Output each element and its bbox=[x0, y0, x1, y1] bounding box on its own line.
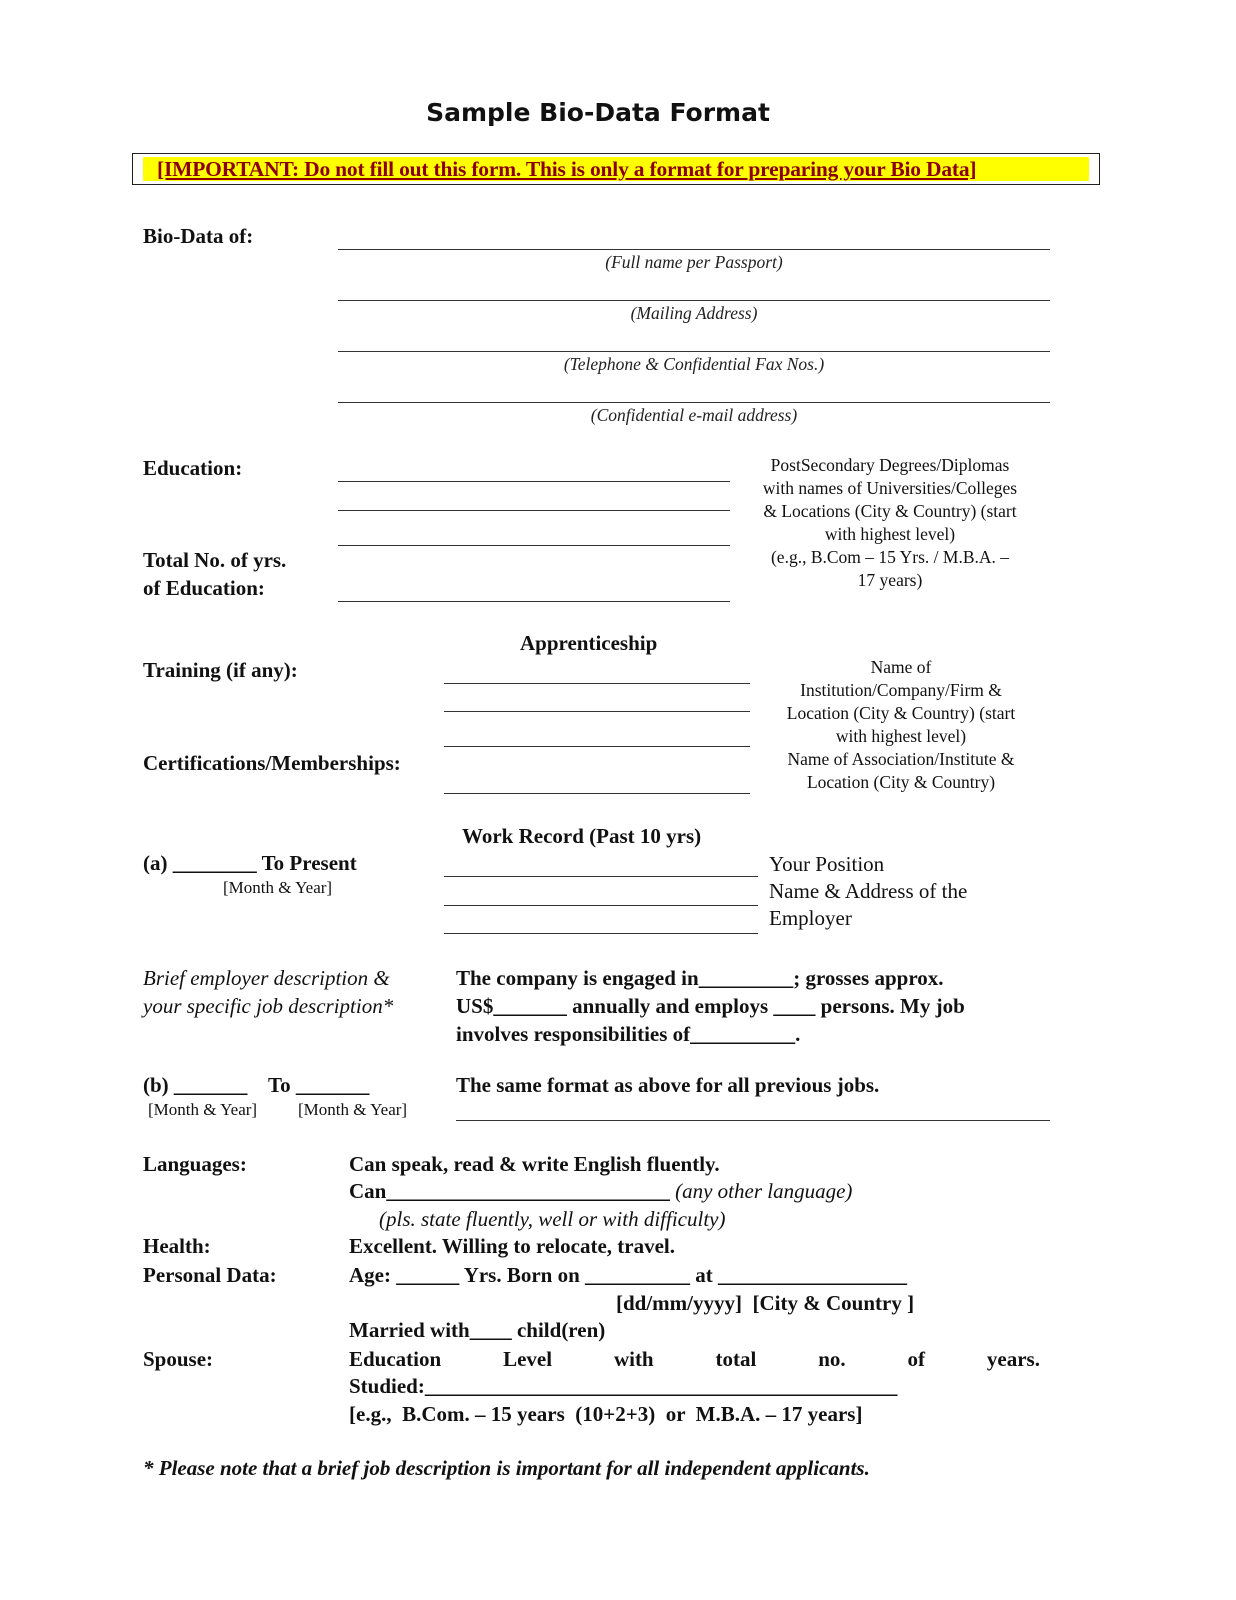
training-line-1 bbox=[444, 683, 750, 684]
note-line: Name of Association/Institute & bbox=[787, 749, 1015, 769]
note-line: with highest level) bbox=[835, 726, 967, 746]
banner-highlight bbox=[143, 157, 1089, 181]
employer-line-1 bbox=[444, 905, 758, 906]
note-line: Location (City & Country) bbox=[806, 772, 996, 792]
health-label: Health: bbox=[143, 1234, 211, 1258]
label-line: your specific job description* bbox=[143, 994, 394, 1018]
languages-line-3: (pls. state fluently, well or with difficulty) bbox=[379, 1207, 726, 1231]
banner-text: [IMPORTANT: Do not fill out this form. This is only a format for preparing your Bio Data] bbox=[157, 157, 977, 181]
personal-data-label: Personal Data: bbox=[143, 1263, 277, 1287]
personal-line-1: Age: ______ Yrs. Born on __________ at __________________ bbox=[349, 1263, 908, 1287]
training-side-note bbox=[762, 656, 1040, 794]
training-line-2 bbox=[444, 711, 750, 712]
phone-hint: (Telephone & Confidential Fax Nos.) bbox=[563, 354, 825, 374]
spouse-line-1 bbox=[349, 1347, 1040, 1372]
note-line: Institution/Company/Firm & bbox=[800, 680, 1002, 700]
word: Level bbox=[503, 1347, 553, 1371]
languages-label: Languages: bbox=[143, 1152, 247, 1176]
training-label: Training (if any): bbox=[143, 658, 298, 682]
fullname-line bbox=[338, 249, 1050, 250]
position-line bbox=[444, 876, 758, 877]
phone-line bbox=[338, 351, 1050, 352]
work-b-label: (b) _______ To _______ bbox=[143, 1073, 370, 1097]
note-line: 17 years) bbox=[857, 570, 923, 590]
text-line: involves responsibilities of__________. bbox=[456, 1022, 801, 1046]
work-record-heading: Work Record (Past 10 yrs) bbox=[462, 824, 702, 848]
biodata-label: Bio-Data of: bbox=[143, 224, 254, 248]
job-description-label bbox=[143, 964, 393, 1020]
education-line-1 bbox=[338, 481, 730, 482]
note-line: Location (City & Country) (start bbox=[786, 703, 1016, 723]
work-a-sublabel: [Month & Year] bbox=[223, 878, 333, 897]
text-line: US$_______ annually and employs ____ persons. My job bbox=[456, 994, 965, 1018]
education-total-line bbox=[338, 601, 730, 602]
page-title: Sample Bio-Data Format bbox=[426, 98, 770, 127]
education-line-3 bbox=[338, 545, 730, 546]
note-line: PostSecondary Degrees/Diplomas bbox=[770, 455, 1010, 475]
note-line: Name & Address of the bbox=[769, 879, 968, 903]
total-education-label-1: Total No. of yrs. bbox=[143, 548, 287, 572]
note-line: & Locations (City & Country) (start bbox=[763, 501, 1017, 521]
work-a-label: (a) ________ To Present bbox=[143, 851, 357, 875]
languages-line-1: Can speak, read & write English fluently. bbox=[349, 1152, 720, 1176]
work-b-sublabel-from: [Month & Year] bbox=[148, 1100, 258, 1119]
work-side-note bbox=[769, 851, 967, 932]
note-line: Employer bbox=[769, 906, 852, 930]
certifications-line bbox=[444, 793, 750, 794]
important-banner bbox=[132, 153, 1100, 185]
spouse-line-3: [e.g., B.Com. – 15 years (10+2+3) or M.B.A. – 17 years] bbox=[349, 1402, 863, 1426]
note-line: Your Position bbox=[769, 852, 885, 876]
note-line: Name of bbox=[870, 657, 932, 677]
note-line: with highest level) bbox=[824, 524, 956, 544]
employer-line-2 bbox=[444, 933, 758, 934]
footnote: * Please note that a brief job description is important for all independent applicants. bbox=[143, 1456, 870, 1480]
label-line: Brief employer description & bbox=[143, 966, 390, 990]
work-b-sublabel-to: [Month & Year] bbox=[298, 1100, 408, 1119]
languages-line-2 bbox=[349, 1179, 852, 1204]
email-line bbox=[338, 402, 1050, 403]
fullname-hint: (Full name per Passport) bbox=[605, 252, 783, 272]
note-line: (e.g., B.Com – 15 Yrs. / M.B.A. – bbox=[770, 547, 1010, 567]
word: total bbox=[715, 1347, 757, 1371]
text-line: The company is engaged in_________; grosses approx. bbox=[456, 966, 944, 990]
total-education-label-2: of Education: bbox=[143, 576, 265, 600]
education-label: Education: bbox=[143, 456, 243, 480]
training-line-3 bbox=[444, 746, 750, 747]
other-language-hint: (any other language) bbox=[669, 1179, 853, 1203]
personal-line-3: Married with____ child(ren) bbox=[349, 1318, 606, 1342]
personal-line-2: [dd/mm/yyyy] [City & Country ] bbox=[616, 1291, 915, 1315]
address-hint: (Mailing Address) bbox=[630, 303, 758, 323]
spouse-line-2: Studied:_____________________________________________ bbox=[349, 1374, 898, 1398]
health-text: Excellent. Willing to relocate, travel. bbox=[349, 1234, 676, 1258]
word: no. bbox=[818, 1347, 846, 1371]
certifications-label: Certifications/Memberships: bbox=[143, 751, 401, 775]
work-b-line bbox=[456, 1120, 1050, 1121]
education-line-2 bbox=[338, 510, 730, 511]
apprenticeship-heading: Apprenticeship bbox=[520, 631, 658, 655]
word: Education bbox=[349, 1347, 442, 1371]
address-line bbox=[338, 300, 1050, 301]
work-b-text: The same format as above for all previous jobs. bbox=[456, 1073, 880, 1097]
education-side-note bbox=[738, 454, 1042, 592]
email-hint: (Confidential e-mail address) bbox=[590, 405, 798, 425]
word: of bbox=[907, 1347, 926, 1371]
job-description-text bbox=[456, 964, 965, 1048]
note-line: with names of Universities/Colleges bbox=[762, 478, 1018, 498]
word: years. bbox=[986, 1347, 1040, 1371]
spouse-label: Spouse: bbox=[143, 1347, 214, 1371]
word: with bbox=[613, 1347, 654, 1371]
other-language-blank: Can___________________________ bbox=[349, 1179, 670, 1203]
